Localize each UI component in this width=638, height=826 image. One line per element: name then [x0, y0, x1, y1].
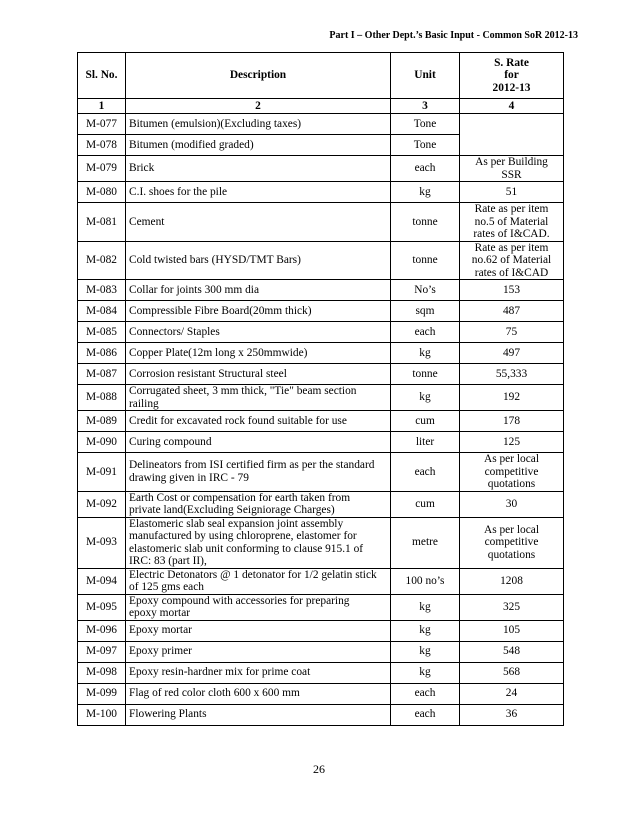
rate-cell: 75: [460, 322, 564, 343]
description-cell: Credit for excavated rock found suitable for use: [126, 411, 391, 432]
sl-cell: M-084: [78, 301, 126, 322]
rate-cell: 548: [460, 641, 564, 662]
table-row: [78, 385, 564, 411]
sl-cell: M-086: [78, 343, 126, 364]
description-cell: Compressible Fibre Board(20mm thick): [126, 301, 391, 322]
table-row: [78, 641, 564, 662]
table-header-row: [78, 53, 564, 99]
description-cell: Collar for joints 300 mm dia: [126, 280, 391, 301]
unit-cell: kg: [391, 641, 460, 662]
rate-cell: As per local competitive quotations: [460, 453, 564, 492]
sl-cell: M-095: [78, 594, 126, 620]
description-cell: Earth Cost or compensation for earth taken from private land(Excluding Seigniorage Charges): [126, 491, 391, 517]
unit-cell: liter: [391, 432, 460, 453]
unit-cell: No’s: [391, 280, 460, 301]
description-cell: C.I. shoes for the pile: [126, 182, 391, 203]
sl-cell: M-079: [78, 156, 126, 182]
col-number-4: 4: [460, 99, 564, 114]
table-row: [78, 594, 564, 620]
description-cell: Bitumen (emulsion)(Excluding taxes): [126, 114, 391, 135]
col-header-rate: S. Rate for 2012-13: [460, 53, 564, 99]
sl-cell: M-082: [78, 241, 126, 280]
sl-cell: M-096: [78, 620, 126, 641]
table-row: [78, 280, 564, 301]
sl-cell: M-091: [78, 453, 126, 492]
description-cell: Corrugated sheet, 3 mm thick, "Tie" beam section railing: [126, 385, 391, 411]
description-cell: Epoxy mortar: [126, 620, 391, 641]
col-header-unit: Unit: [391, 53, 460, 99]
unit-cell: each: [391, 704, 460, 725]
sl-cell: M-077: [78, 114, 126, 135]
description-cell: Corrosion resistant Structural steel: [126, 364, 391, 385]
table-row: [78, 182, 564, 203]
description-cell: Flag of red color cloth 600 x 600 mm: [126, 683, 391, 704]
table-row: [78, 662, 564, 683]
rate-cell: Rate as per item no.5 of Material rates of I&CAD.: [460, 203, 564, 242]
description-cell: Elastomeric slab seal expansion joint assembly manufactured by using chloroprene, elastomer for elastomeric slab unit conforming to clause 915.1 of IRC: 83 (part II),: [126, 517, 391, 568]
rate-cell: 51: [460, 182, 564, 203]
description-cell: Epoxy resin-hardner mix for prime coat: [126, 662, 391, 683]
table-row: [78, 620, 564, 641]
sl-cell: M-098: [78, 662, 126, 683]
unit-cell: tonne: [391, 203, 460, 242]
table-row: [78, 683, 564, 704]
col-number-3: 3: [391, 99, 460, 114]
table-row: [78, 203, 564, 242]
sl-cell: M-092: [78, 491, 126, 517]
unit-cell: kg: [391, 385, 460, 411]
page-header: Part I – Other Dept.’s Basic Input - Common SoR 2012-13: [329, 30, 578, 41]
table-row: [78, 411, 564, 432]
table-row: [78, 704, 564, 725]
sl-cell: M-093: [78, 517, 126, 568]
table-row: [78, 241, 564, 280]
unit-cell: sqm: [391, 301, 460, 322]
sl-cell: M-089: [78, 411, 126, 432]
column-number-row: [78, 99, 564, 114]
unit-cell: cum: [391, 491, 460, 517]
col-header-description: Description: [126, 53, 391, 99]
rate-cell: Rate as per item no.62 of Material rates of I&CAD: [460, 241, 564, 280]
rate-cell: 568: [460, 662, 564, 683]
rate-cell: 325: [460, 594, 564, 620]
table-row: [78, 568, 564, 594]
col-header-slno: Sl. No.: [78, 53, 126, 99]
col-number-1: 1: [78, 99, 126, 114]
table-row: [78, 322, 564, 343]
unit-cell: each: [391, 156, 460, 182]
sl-cell: M-099: [78, 683, 126, 704]
rate-cell: 178: [460, 411, 564, 432]
table-row: [78, 114, 564, 135]
unit-cell: 100 no’s: [391, 568, 460, 594]
sl-cell: M-081: [78, 203, 126, 242]
description-cell: Connectors/ Staples: [126, 322, 391, 343]
rate-cell: 55,333: [460, 364, 564, 385]
rate-cell: 1208: [460, 568, 564, 594]
col-number-2: 2: [126, 99, 391, 114]
rates-table: [77, 52, 564, 726]
description-cell: Bitumen (modified graded): [126, 135, 391, 156]
table-row: [78, 364, 564, 385]
rate-cell: As per local competitive quotations: [460, 517, 564, 568]
rate-cell: 24: [460, 683, 564, 704]
description-cell: Brick: [126, 156, 391, 182]
description-cell: Epoxy compound with accessories for preparing epoxy mortar: [126, 594, 391, 620]
sl-cell: M-083: [78, 280, 126, 301]
table-row: [78, 453, 564, 492]
sl-cell: M-078: [78, 135, 126, 156]
sl-cell: M-088: [78, 385, 126, 411]
rate-cell: 153: [460, 280, 564, 301]
unit-cell: each: [391, 683, 460, 704]
sl-cell: M-094: [78, 568, 126, 594]
unit-cell: kg: [391, 343, 460, 364]
description-cell: Cement: [126, 203, 391, 242]
rate-cell: As per Building SSR: [460, 156, 564, 182]
unit-cell: cum: [391, 411, 460, 432]
description-cell: Curing compound: [126, 432, 391, 453]
unit-cell: tonne: [391, 364, 460, 385]
table-row: [78, 156, 564, 182]
description-cell: Flowering Plants: [126, 704, 391, 725]
unit-cell: kg: [391, 594, 460, 620]
unit-cell: Tone: [391, 114, 460, 135]
rate-cell: 36: [460, 704, 564, 725]
rate-cell: 192: [460, 385, 564, 411]
sl-cell: M-100: [78, 704, 126, 725]
sl-cell: M-097: [78, 641, 126, 662]
unit-cell: metre: [391, 517, 460, 568]
description-cell: Delineators from ISI certified firm as per the standard drawing given in IRC - 79: [126, 453, 391, 492]
sl-cell: M-085: [78, 322, 126, 343]
rate-cell: 30: [460, 491, 564, 517]
sl-cell: M-090: [78, 432, 126, 453]
description-cell: Electric Detonators @ 1 detonator for 1/2 gelatin stick of 125 gms each: [126, 568, 391, 594]
sl-cell: M-080: [78, 182, 126, 203]
table-row: [78, 517, 564, 568]
table-row: [78, 343, 564, 364]
rate-cell: 497: [460, 343, 564, 364]
unit-cell: kg: [391, 620, 460, 641]
rate-cell: 487: [460, 301, 564, 322]
rate-cell: [460, 114, 564, 156]
table-row: [78, 301, 564, 322]
table-body: [78, 114, 564, 726]
table-row: [78, 432, 564, 453]
page-number: 26: [313, 762, 325, 776]
unit-cell: kg: [391, 662, 460, 683]
description-cell: Copper Plate(12m long x 250mmwide): [126, 343, 391, 364]
description-cell: Cold twisted bars (HYSD/TMT Bars): [126, 241, 391, 280]
unit-cell: tonne: [391, 241, 460, 280]
unit-cell: each: [391, 322, 460, 343]
rate-cell: 105: [460, 620, 564, 641]
sl-cell: M-087: [78, 364, 126, 385]
unit-cell: Tone: [391, 135, 460, 156]
table-row: [78, 491, 564, 517]
rate-cell: 125: [460, 432, 564, 453]
unit-cell: each: [391, 453, 460, 492]
description-cell: Epoxy primer: [126, 641, 391, 662]
unit-cell: kg: [391, 182, 460, 203]
